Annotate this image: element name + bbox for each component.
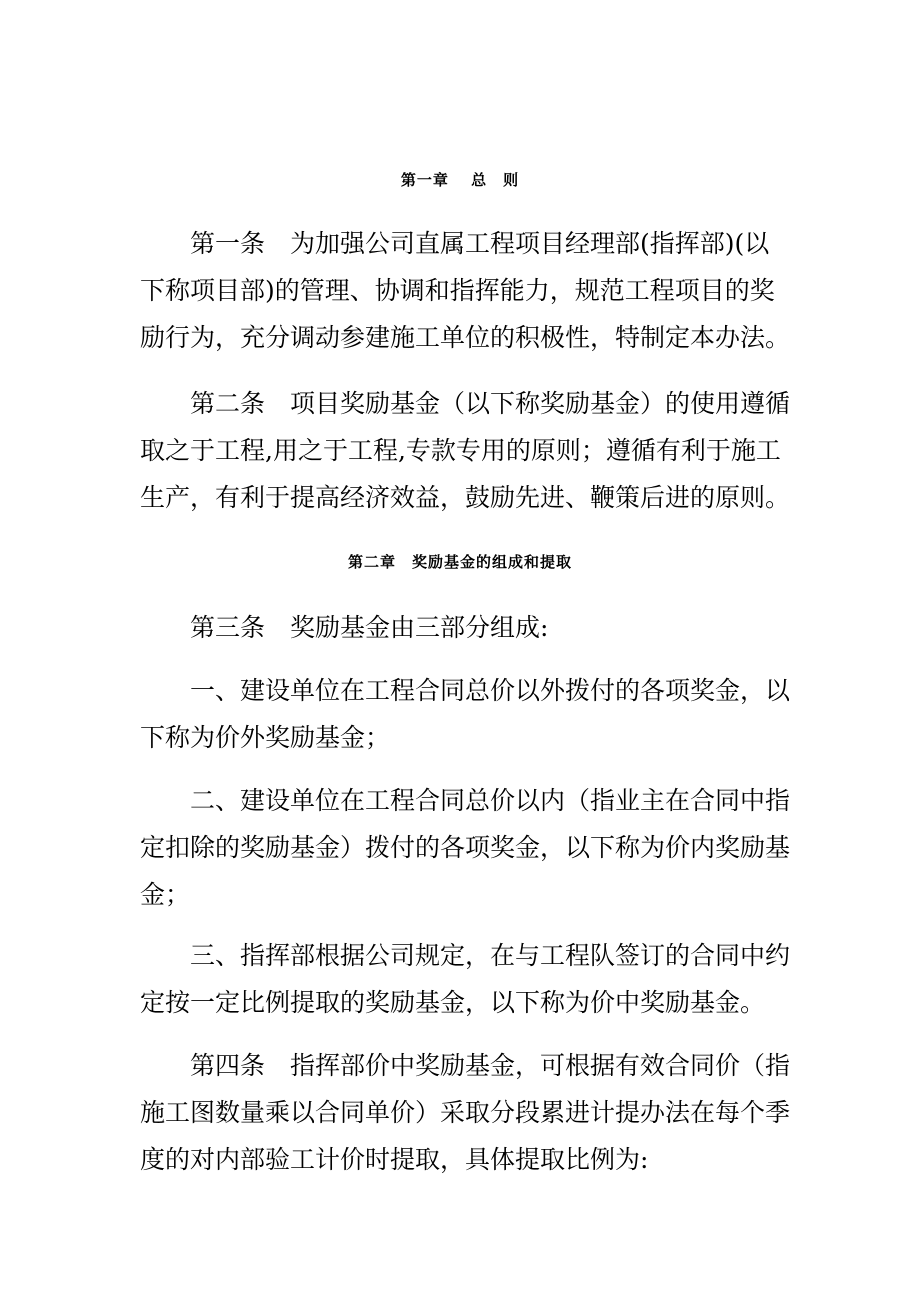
item-1-paragraph xyxy=(140,667,800,761)
item-1-line: 下称为价外奖励基金； xyxy=(140,723,391,752)
article-1-line: 第一条 为加强公司直属工程项目经理部(指挥部)(以 xyxy=(190,229,770,258)
article-4-line: 施工图数量乘以合同单价）采取分段累进计提办法在每个季 xyxy=(140,1098,791,1127)
article-2-line: 第二条 项目奖励基金（以下称奖励基金）的使用遵循 xyxy=(190,389,791,418)
item-3-paragraph xyxy=(140,932,800,1026)
item-2-paragraph xyxy=(140,777,800,918)
article-4-line: 第四条 指挥部价中奖励基金，可根据有效合同价（指 xyxy=(190,1051,791,1080)
chapter-2-heading: 第二章 奖励基金的组成和提取 xyxy=(347,553,572,571)
item-1-line: 一、建设单位在工程合同总价以外拨付的各项奖金，以 xyxy=(190,676,791,705)
article-3-line: 第三条 奖励基金由三部分组成: xyxy=(190,613,549,642)
chapter-1-heading: 第一章 总 则 xyxy=(400,171,520,189)
article-4-line: 度的对内部验工计价时提取，具体提取比例为: xyxy=(140,1145,649,1174)
article-1-line: 励行为，充分调动参建施工单位的积极性，特制定本办法。 xyxy=(140,323,791,352)
article-2-line: 取之于工程,用之于工程,专款专用的原则；遵循有利于施工 xyxy=(140,436,781,465)
article-3-paragraph xyxy=(140,604,800,651)
article-1-line: 下称项目部)的管理、协调和指挥能力，规范工程项目的奖 xyxy=(140,276,775,305)
article-4-paragraph xyxy=(140,1042,800,1183)
item-2-line: 定扣除的奖励基金）拨付的各项奖金，以下称为价内奖励基 xyxy=(140,833,791,862)
article-2-paragraph xyxy=(140,380,800,521)
item-2-line: 二、建设单位在工程合同总价以内（指业主在合同中指 xyxy=(190,786,791,815)
item-3-line: 三、指挥部根据公司规定，在与工程队签订的合同中约 xyxy=(190,941,791,970)
article-2-line: 生产，有利于提高经济效益，鼓励先进、鞭策后进的原则。 xyxy=(140,483,791,512)
item-2-line: 金； xyxy=(140,880,191,909)
item-3-line: 定按一定比例提取的奖励基金，以下称为价中奖励基金。 xyxy=(140,988,766,1017)
article-1-paragraph xyxy=(140,220,800,361)
